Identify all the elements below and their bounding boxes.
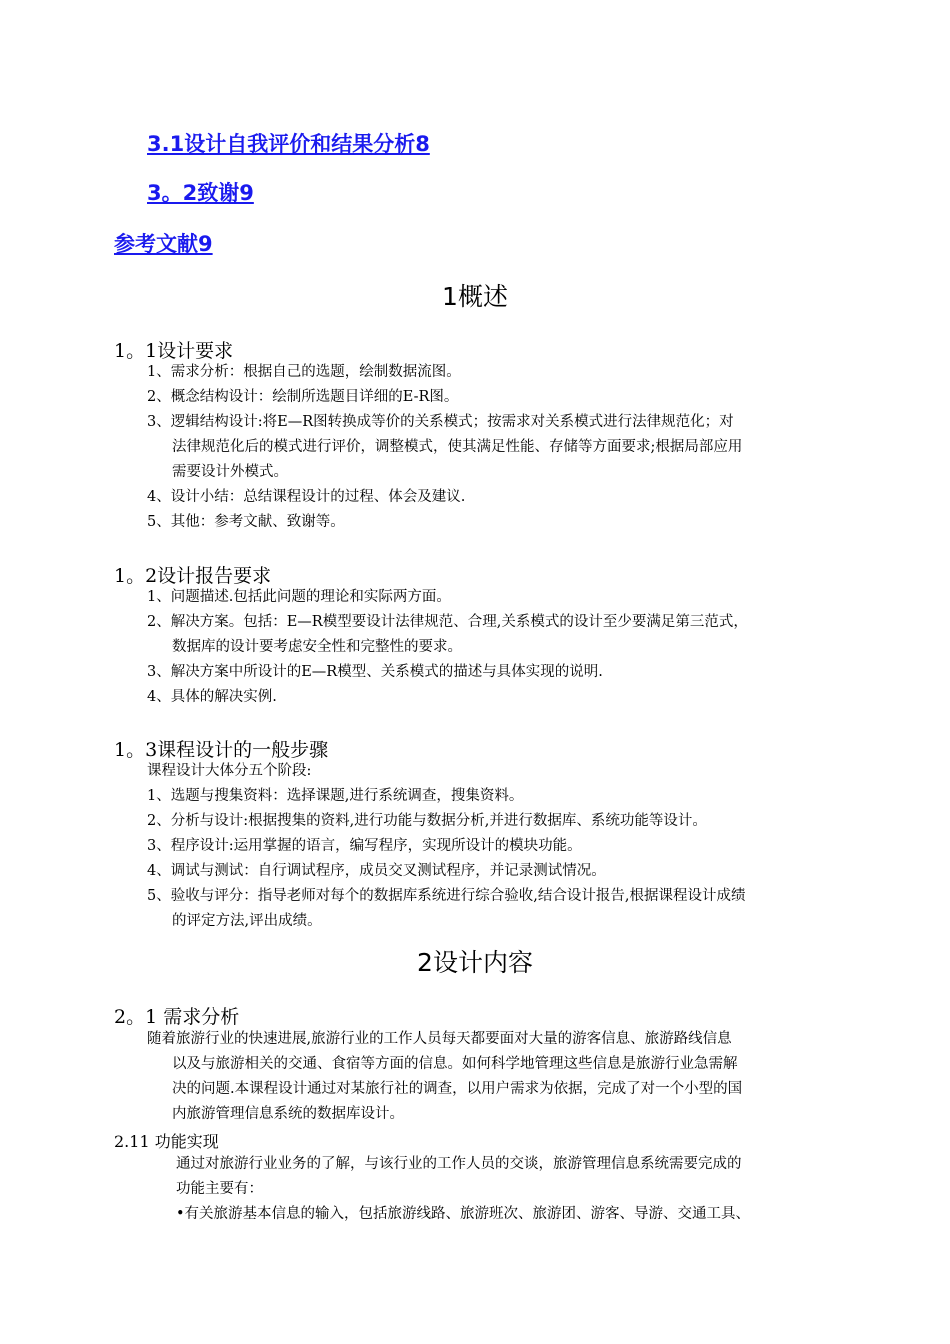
section-1-1-heading: 1。1设计要求 xyxy=(114,340,234,362)
chapter-2-title: 2设计内容 xyxy=(417,948,533,977)
section-1-3-line: 5、验收与评分：指导老师对每个的数据库系统进行综合验收,结合设计报告,根据课程设计成绩 xyxy=(147,888,746,904)
section-2-11-line: 功能主要有： xyxy=(176,1181,263,1197)
toc-link-3-2[interactable]: 3。2致谢9 xyxy=(147,181,254,205)
toc-link-references[interactable]: 参考文献9 xyxy=(114,232,213,256)
section-1-1-line: 3、逻辑结构设计:将E—R图转换成等价的关系模式；按需求对关系模式进行法律规范化；对 xyxy=(147,414,734,430)
section-1-1-line: 需要设计外模式。 xyxy=(172,464,288,480)
section-1-3-heading: 1。3课程设计的一般步骤 xyxy=(114,739,329,761)
section-1-3-line: 4、调试与测试：自行调试程序，成员交叉测试程序，并记录测试情况。 xyxy=(147,863,606,879)
section-1-2-heading: 1。2设计报告要求 xyxy=(114,565,272,587)
section-1-1-line: 5、其他：参考文献、致谢等。 xyxy=(147,514,345,530)
section-1-2-line: 数据库的设计要考虑安全性和完整性的要求。 xyxy=(172,639,462,655)
section-2-1-heading: 2。1 需求分析 xyxy=(114,1006,240,1028)
section-1-3-line: 的评定方法,评出成绩。 xyxy=(172,913,322,929)
section-2-11-line: •有关旅游基本信息的输入，包括旅游线路、旅游班次、旅游团、游客、导游、交通工具、 xyxy=(176,1206,751,1222)
section-2-1-line: 以及与旅游相关的交通、食宿等方面的信息。如何科学地管理这些信息是旅游行业急需解 xyxy=(172,1056,738,1072)
section-2-11-line: 通过对旅游行业业务的了解，与该行业的工作人员的交谈，旅游管理信息系统需要完成的 xyxy=(176,1156,742,1172)
section-2-1-line: 决的问题.本课程设计通过对某旅行社的调查，以用户需求为依据，完成了对一个小型的国 xyxy=(172,1081,743,1097)
section-1-2-line: 3、解决方案中所设计的E—R模型、关系模式的描述与具体实现的说明. xyxy=(147,664,603,680)
section-1-1-line: 1、需求分析：根据自己的选题，绘制数据流图。 xyxy=(147,364,461,380)
section-1-3-line: 3、程序设计:运用掌握的语言，编写程序，实现所设计的模块功能。 xyxy=(147,838,582,854)
section-2-11-heading: 2.11 功能实现 xyxy=(114,1132,219,1151)
toc-link-3-1[interactable]: 3.1设计自我评价和结果分析8 xyxy=(147,132,430,156)
section-1-3-line: 1、选题与搜集资料：选择课题,进行系统调查，搜集资料。 xyxy=(147,788,524,804)
section-1-1-line: 4、设计小结：总结课程设计的过程、体会及建议. xyxy=(147,489,466,505)
section-1-3-line: 课程设计大体分五个阶段: xyxy=(147,763,312,779)
section-1-2-line: 1、问题描述.包括此问题的理论和实际两方面。 xyxy=(147,589,451,605)
section-2-1-line: 内旅游管理信息系统的数据库设计。 xyxy=(172,1106,404,1122)
chapter-1-title: 1概述 xyxy=(442,282,508,311)
section-1-1-line: 2、概念结构设计：绘制所选题目详细的E-R图。 xyxy=(147,389,459,405)
section-1-3-line: 2、分析与设计:根据搜集的资料,进行功能与数据分析,并进行数据库、系统功能等设计。 xyxy=(147,813,707,829)
section-1-2-line: 2、解决方案。包括：E—R模型要设计法律规范、合理,关系模式的设计至少要满足第三范式， xyxy=(147,614,748,630)
section-2-1-line: 随着旅游行业的快速进展,旅游行业的工作人员每天都要面对大量的游客信息、旅游路线信息 xyxy=(147,1031,732,1047)
section-1-1-line: 法律规范化后的模式进行评价，调整模式，使其满足性能、存储等方面要求;根据局部应用 xyxy=(172,439,743,455)
section-1-2-line: 4、具体的解决实例. xyxy=(147,689,277,705)
